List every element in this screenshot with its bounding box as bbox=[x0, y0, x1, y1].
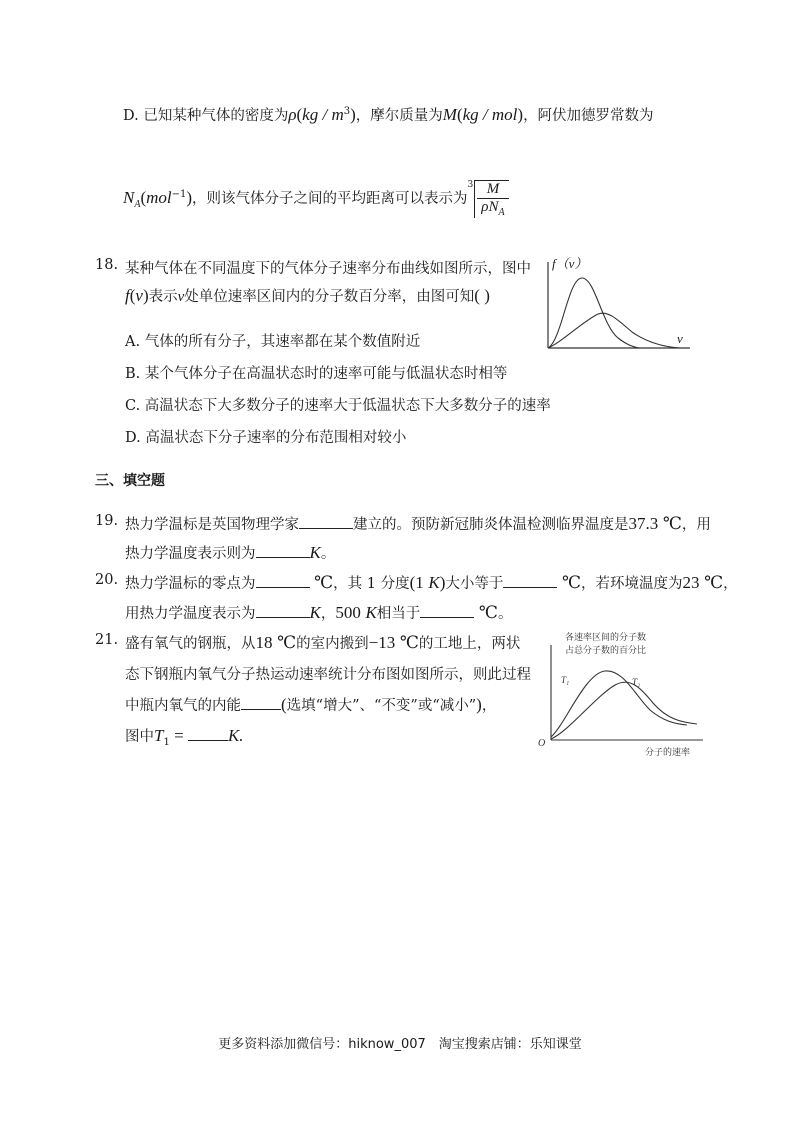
q20-line1: 热力学温标的零点为 ℃，其 1 分度(1 K)大小等于 ℃，若环境温度为23 ℃， bbox=[125, 573, 738, 592]
q19-line1: 热力学温标是英国物理学家 建立的。预防新冠肺炎体温检测临界温度是37.3 ℃，用 bbox=[125, 514, 711, 533]
q19-line2: 热力学温度表示则为 K。 bbox=[125, 543, 336, 562]
q18-option-d: D. 高温状态下分子速率的分布范围相对较小 bbox=[125, 430, 407, 446]
q18-line2: f(v)表示v处单位速率区间内的分子数百分率，由图可知( ) bbox=[125, 286, 490, 305]
q18-option-a: A. 气体的所有分子，其速率都在某个数值附近 bbox=[125, 334, 421, 350]
q21-line1: 盛有氧气的钢瓶，从18 ℃的室内搬到−13 ℃的工地上，两状 bbox=[125, 633, 521, 652]
fraction: $\frac{M}{\rho N_A}$ bbox=[477, 181, 508, 218]
footer: 更多资料添加微信号：hiknow_007 淘宝搜索店铺：乐知课堂 bbox=[218, 1037, 582, 1052]
x-axis-label: v bbox=[677, 331, 683, 346]
chart-title-line2: 占总分子数的百分比 bbox=[565, 645, 647, 655]
chart-title-line1: 各速率区间的分子数 bbox=[565, 632, 647, 642]
q18-option-c: C. 高温状态下大多数分子的速率大于低温状态下大多数分子的速率 bbox=[125, 398, 551, 414]
q21-blank-2[interactable] bbox=[188, 726, 228, 741]
q21-blank-1[interactable] bbox=[241, 695, 281, 710]
t2-label: T₂ bbox=[632, 677, 641, 687]
low-temperature-curve bbox=[548, 278, 640, 348]
x-axis-label: 分子的速率 bbox=[645, 747, 691, 757]
q20-blank-2[interactable] bbox=[503, 573, 557, 588]
velocity-distribution-graph-2 bbox=[535, 625, 710, 760]
q21-line4: 图中$T_1 = K$. bbox=[125, 726, 244, 748]
q18-number: 18. bbox=[95, 257, 119, 273]
q20-blank-4[interactable] bbox=[420, 603, 474, 618]
option-label: D. bbox=[123, 108, 139, 124]
high-temperature-curve bbox=[548, 313, 680, 348]
q20-blank-1[interactable] bbox=[256, 573, 310, 588]
q18-option-b: B. 某个气体分子在高温状态时的速率可能与低温状态时相等 bbox=[125, 366, 508, 382]
q21-line2: 态下钢瓶内氧气分子热运动速率统计分布图如图所示，则此过程 bbox=[125, 667, 531, 683]
q21-line3: 中瓶内氧气的内能 (选填“增大”、“不变”或“减小”)， bbox=[125, 695, 497, 714]
origin-label: O bbox=[538, 738, 546, 749]
velocity-distribution-graph-1 bbox=[540, 250, 700, 355]
t2-curve bbox=[551, 682, 697, 739]
option-d-line2: $N_A(mol^{-1})$，则该气体分子之间的平均距离可以表示为$^3$ $\frac{M}{\rho N_A}$ bbox=[123, 180, 509, 218]
q20-line2: 用热力学温度表示为 K，500 K相当于 ℃。 bbox=[125, 603, 513, 622]
section-heading: 三、填空题 bbox=[95, 473, 165, 489]
y-axis-label: f（v） bbox=[552, 256, 588, 271]
option-d-line1: D. 已知某种气体的密度为$\rho(kg / m^3)$，摩尔质量为M(kg / mol)，阿伏加德罗常数为 bbox=[123, 105, 654, 124]
q20-number: 20. bbox=[95, 572, 119, 588]
q19-blank-2[interactable] bbox=[256, 543, 310, 558]
q18-line1: 某种气体在不同温度下的气体分子速率分布曲线如图所示，图中 bbox=[125, 261, 531, 277]
q20-blank-3[interactable] bbox=[256, 603, 310, 618]
t1-curve bbox=[551, 671, 687, 737]
sqrt-expression bbox=[474, 180, 508, 218]
t1-label: T₁ bbox=[561, 675, 570, 685]
q19-blank-1[interactable] bbox=[299, 514, 353, 529]
q21-number: 21. bbox=[95, 632, 119, 648]
q19-number: 19. bbox=[95, 513, 119, 529]
